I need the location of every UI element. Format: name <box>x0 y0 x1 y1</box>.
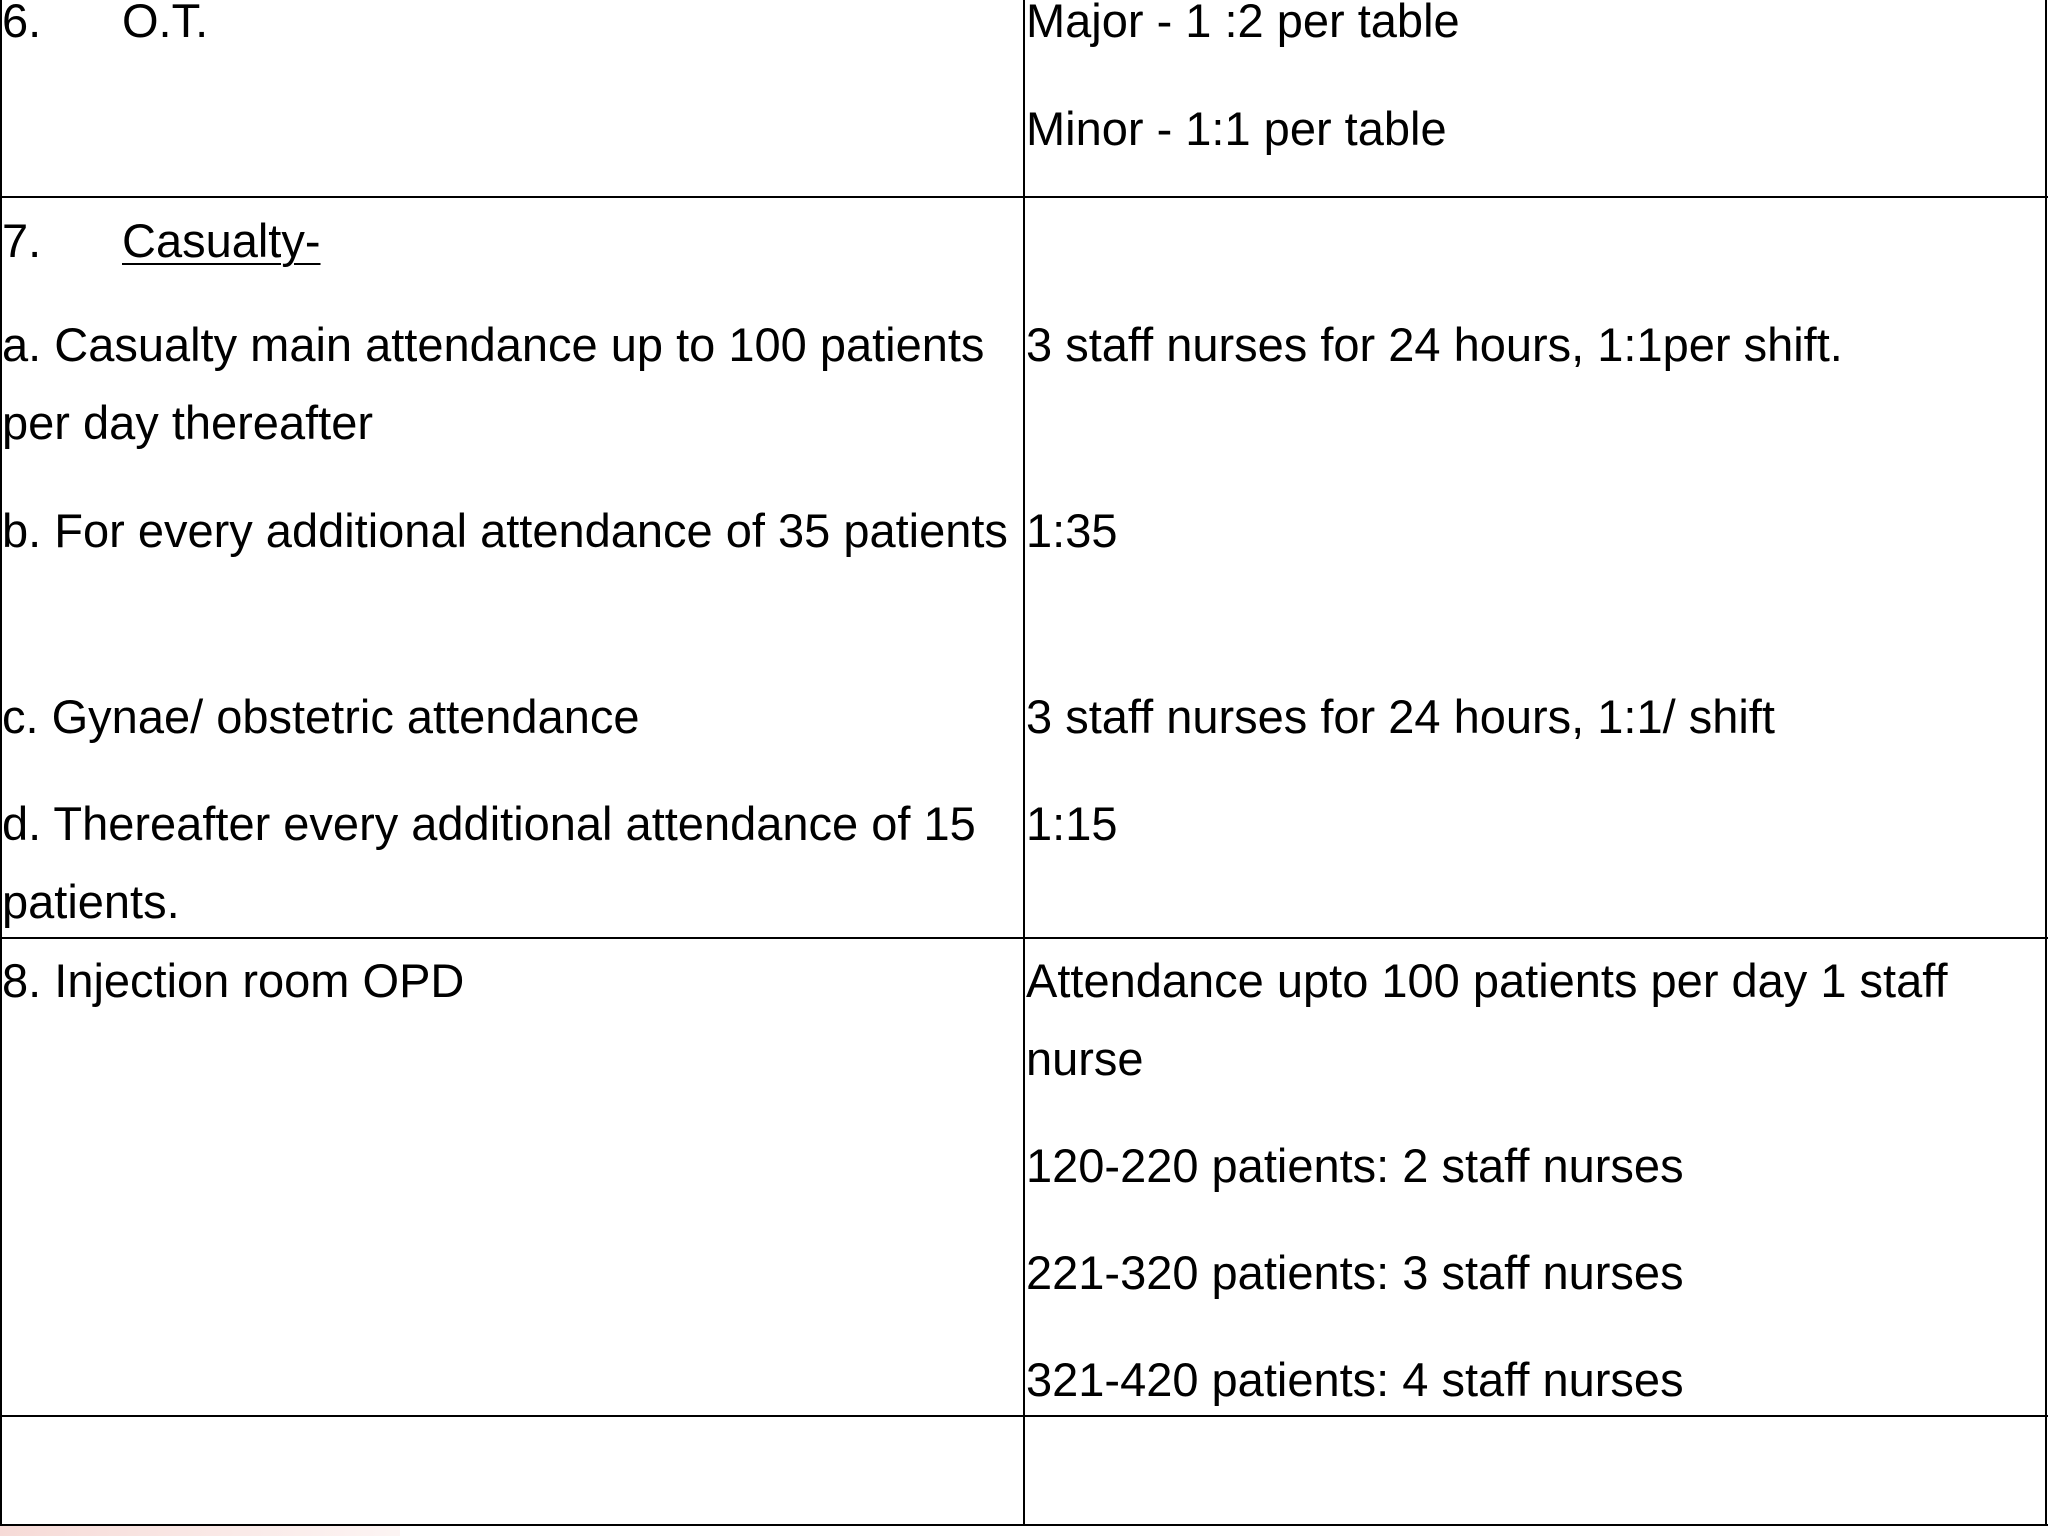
injection-value-1: Attendance upto 100 patients per day 1 staff nurse <box>1026 954 1948 1085</box>
casualty-item-a-value: 3 staff nurses for 24 hours, 1:1per shift. <box>1026 318 1843 371</box>
injection-label: 8. Injection room OPD <box>2 954 465 1007</box>
casualty-item-d-value: 1:15 <box>1026 797 1118 850</box>
casualty-item-d-label: d. Thereafter every additional attendance of 15 patients. <box>2 797 976 928</box>
casualty-number: 7. <box>2 214 42 267</box>
casualty-item-b-label: b. For every additional attendance of 35 patients <box>2 504 1008 557</box>
ot-number: 6. <box>2 0 42 47</box>
ot-label: O.T. <box>122 0 209 47</box>
casualty-heading: Casualty- <box>122 214 321 267</box>
row-divider-1 <box>0 196 2048 198</box>
injection-value-2: 120-220 patients: 2 staff nurses <box>1026 1139 1684 1192</box>
casualty-item-a-label: a. Casualty main attendance up to 100 patients per day thereafter <box>2 318 985 449</box>
ot-value-minor: Minor - 1:1 per table <box>1026 102 1447 155</box>
injection-value-cell <box>1026 942 2044 1419</box>
casualty-item-c-value: 3 staff nurses for 24 hours, 1:1/ shift <box>1026 690 1775 743</box>
table-border-right <box>2045 0 2047 1526</box>
ot-value-major: Major - 1 :2 per table <box>1026 0 1460 47</box>
ot-label-cell <box>2 0 1022 60</box>
injection-value-3: 221-320 patients: 3 staff nurses <box>1026 1246 1684 1299</box>
casualty-item-b-value: 1:35 <box>1026 504 1118 557</box>
casualty-label-cell <box>2 202 1022 280</box>
table-column-divider <box>1023 0 1025 1526</box>
injection-value-4: 321-420 patients: 4 staff nurses <box>1026 1353 1684 1406</box>
casualty-item-c-label: c. Gynae/ obstetric attendance <box>2 690 640 743</box>
watermark-fragment <box>0 1526 400 1536</box>
ot-value-cell <box>1026 0 2044 168</box>
